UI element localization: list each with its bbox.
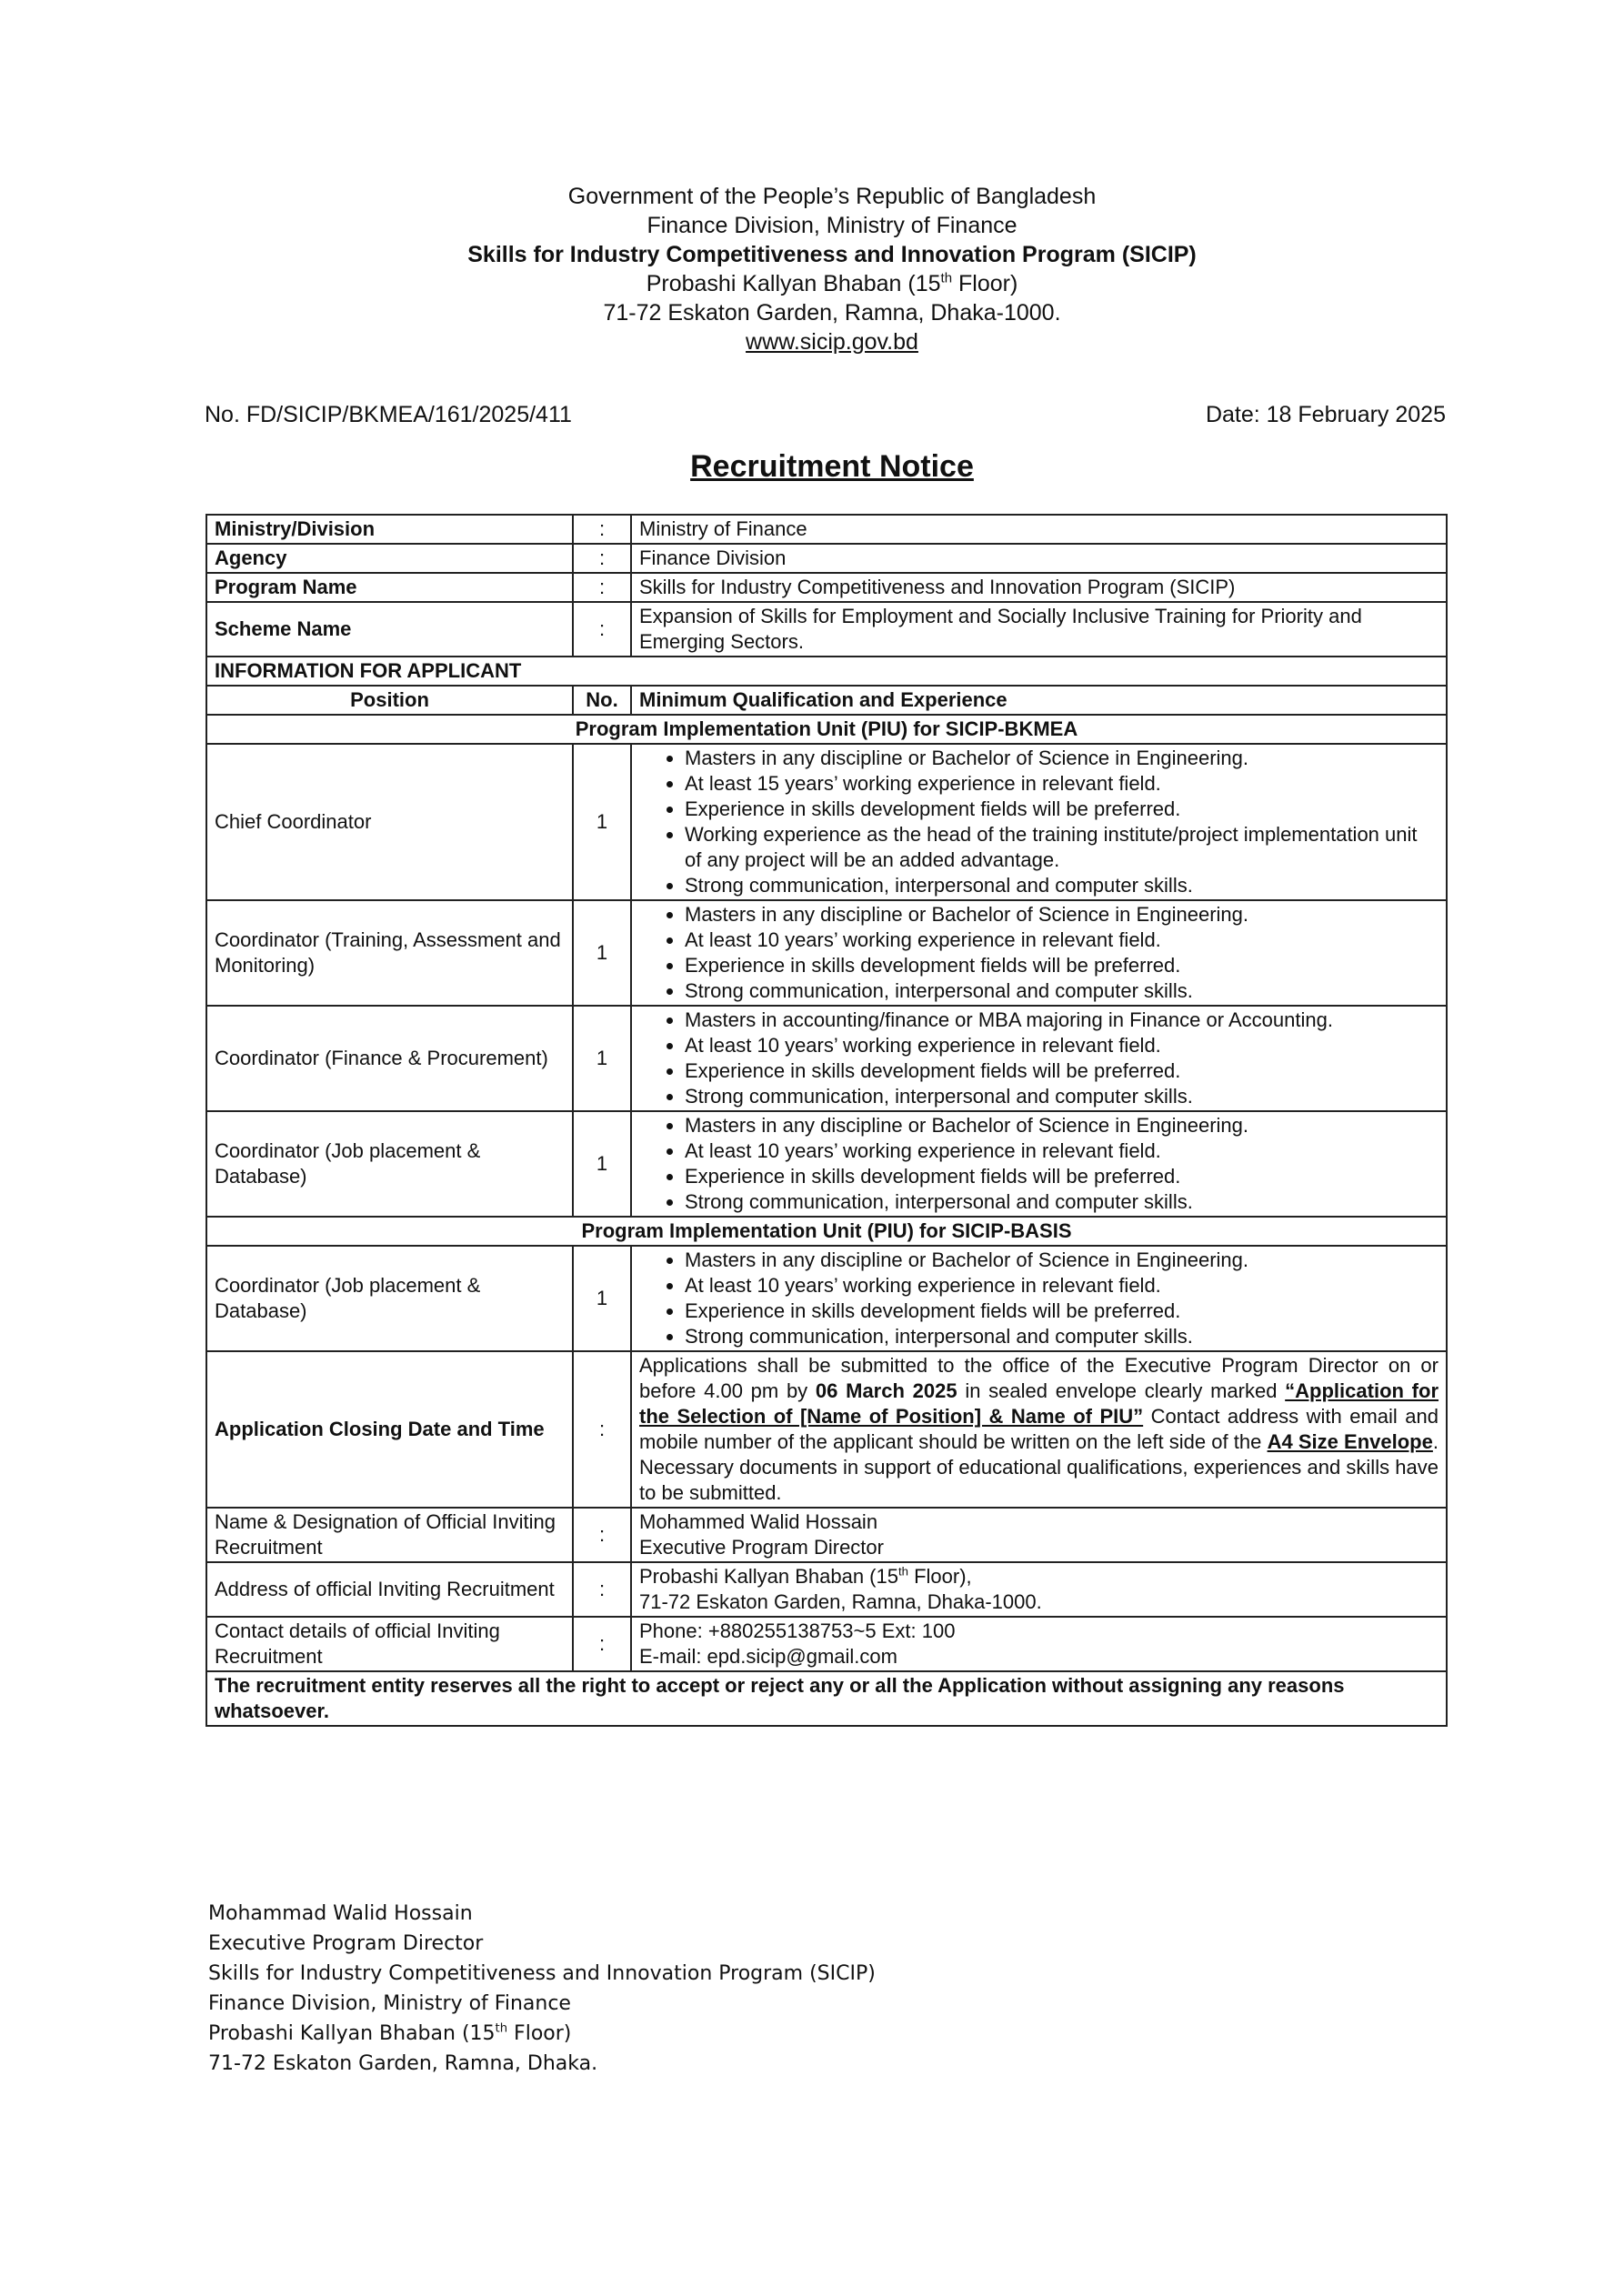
qualification-list <box>639 746 1439 898</box>
column-header-qualification: Minimum Qualification and Experience <box>631 686 1447 715</box>
info-value: Skills for Industry Competitiveness and Innovation Program (SICIP) <box>631 573 1447 602</box>
page-title: Recruitment Notice <box>690 449 974 484</box>
signatory-name: Mohammad Walid Hossain <box>208 1902 473 1925</box>
list-item: • At least 10 years’ working experience in relevant field. <box>685 1138 1439 1164</box>
unit-header-row <box>206 1217 1447 1246</box>
signatory-address: 71-72 Eskaton Garden, Ramna, Dhaka. <box>208 2052 598 2075</box>
notice-date: Date: 18 February 2025 <box>1205 402 1446 427</box>
position-row <box>206 900 1447 1006</box>
envelope-marking: “Application for the Selection of [Name of Position] & Name of PIU” <box>639 1379 1439 1428</box>
list-item: • Experience in skills development fields will be preferred. <box>685 1164 1439 1189</box>
position-qualifications <box>631 1246 1447 1351</box>
unit-header: Program Implementation Unit (PIU) for SICIP-BASIS <box>206 1217 1447 1246</box>
table-row <box>206 602 1447 657</box>
table-row <box>206 1351 1447 1508</box>
position-title: Coordinator (Finance & Procurement) <box>206 1006 573 1111</box>
position-qualifications <box>631 1111 1447 1217</box>
government-line: Government of the People’s Republic of Bangladesh <box>567 184 1097 209</box>
closing-instructions: Applications shall be submitted to the office of the Executive Program Director on or before 4.00 pm by 06 March 2025 in sealed envelope clearly marked “Application for the Selection of [Name of Position] & Name of PIU” Contact address with email and mobile number of the applicant should be written on the left side of the A4 Size Envelope. Necessary documents in support of educational qualifications, experiences and skills have to be submitted. <box>631 1351 1447 1508</box>
position-row <box>206 744 1447 900</box>
position-row <box>206 1111 1447 1217</box>
colon: : <box>573 1508 631 1562</box>
list-item: • Masters in any discipline or Bachelor of Science in Engineering. <box>685 746 1439 771</box>
letterhead <box>0 182 1624 356</box>
qualification-list <box>639 1113 1439 1215</box>
colon: : <box>573 1351 631 1508</box>
position-count: 1 <box>573 744 631 900</box>
signatory-program: Skills for Industry Competitiveness and Innovation Program (SICIP) <box>208 1962 876 1985</box>
table-row <box>206 573 1447 602</box>
position-count: 1 <box>573 900 631 1006</box>
colon: : <box>573 602 631 657</box>
qualification-list <box>639 902 1439 1004</box>
recruitment-table <box>206 514 1448 1727</box>
list-item: • At least 15 years’ working experience in relevant field. <box>685 771 1439 797</box>
column-header-position: Position <box>206 686 573 715</box>
list-item: • At least 10 years’ working experience in relevant field. <box>685 1273 1439 1298</box>
list-item: • Experience in skills development fields will be preferred. <box>685 953 1439 978</box>
building-line: Probashi Kallyan Bhaban (15th Floor) <box>646 270 1018 296</box>
position-title: Chief Coordinator <box>206 744 573 900</box>
position-title: Coordinator (Training, Assessment and Monitoring) <box>206 900 573 1006</box>
list-item: • Working experience as the head of the training institute/project implementation unit of any project will be an added advantage. <box>685 822 1439 873</box>
list-item: • Experience in skills development fields will be preferred. <box>685 797 1439 822</box>
address-line: 71-72 Eskaton Garden, Ramna, Dhaka-1000. <box>603 300 1061 326</box>
disclaimer: The recruitment entity reserves all the right to accept or reject any or all the Application without assigning any reasons whatsoever. <box>206 1671 1447 1726</box>
list-item: • Experience in skills development fields will be preferred. <box>685 1058 1439 1084</box>
position-row <box>206 1006 1447 1111</box>
signatory-building: Probashi Kallyan Bhaban (15th Floor) <box>208 2021 572 2045</box>
table-row <box>206 1671 1447 1726</box>
position-qualifications <box>631 744 1447 900</box>
closing-date: 06 March 2025 <box>815 1379 957 1402</box>
position-qualifications <box>631 900 1447 1006</box>
applicant-heading: INFORMATION FOR APPLICANT <box>206 657 1447 686</box>
info-label: Scheme Name <box>206 602 573 657</box>
qualification-list <box>639 1248 1439 1349</box>
position-title: Coordinator (Job placement & Database) <box>206 1111 573 1217</box>
info-value: Finance Division <box>631 544 1447 573</box>
closing-label: Application Closing Date and Time <box>206 1351 573 1508</box>
colon: : <box>573 1617 631 1671</box>
position-title: Coordinator (Job placement & Database) <box>206 1246 573 1351</box>
info-label: Program Name <box>206 573 573 602</box>
website-link[interactable]: www.sicip.gov.bd <box>746 329 918 355</box>
position-row <box>206 1246 1447 1351</box>
colon: : <box>573 515 631 544</box>
list-item: • Strong communication, interpersonal and computer skills. <box>685 1324 1439 1349</box>
info-value: Ministry of Finance <box>631 515 1447 544</box>
list-item: • Strong communication, interpersonal and computer skills. <box>685 1084 1439 1109</box>
list-item: • Strong communication, interpersonal and computer skills. <box>685 978 1439 1004</box>
list-item: • Masters in any discipline or Bachelor of Science in Engineering. <box>685 1113 1439 1138</box>
list-item: • Masters in accounting/finance or MBA majoring in Finance or Accounting. <box>685 1008 1439 1033</box>
qualification-list <box>639 1008 1439 1109</box>
table-row <box>206 657 1447 686</box>
position-count: 1 <box>573 1111 631 1217</box>
official-name-label: Name & Designation of Official Inviting Recruitment <box>206 1508 573 1562</box>
official-address: Probashi Kallyan Bhaban (15th Floor), 71-72 Eskaton Garden, Ramna, Dhaka-1000. <box>631 1562 1447 1617</box>
reference-number: No. FD/SICIP/BKMEA/161/2025/411 <box>205 402 572 427</box>
list-item: • Experience in skills development fields will be preferred. <box>685 1298 1439 1324</box>
program-line: Skills for Industry Competitiveness and Innovation Program (SICIP) <box>467 242 1197 267</box>
list-item: • Strong communication, interpersonal and computer skills. <box>685 1189 1439 1215</box>
envelope-size: A4 Size Envelope <box>1267 1430 1433 1453</box>
position-count: 1 <box>573 1246 631 1351</box>
official-contact: Phone: +880255138753~5 Ext: 100 E-mail: epd.sicip@gmail.com <box>631 1617 1447 1671</box>
signature-block <box>208 1899 876 2079</box>
colon: : <box>573 1562 631 1617</box>
list-item: • At least 10 years’ working experience in relevant field. <box>685 927 1439 953</box>
unit-header: Program Implementation Unit (PIU) for SICIP-BKMEA <box>206 715 1447 744</box>
official-name: Mohammed Walid Hossain Executive Program Director <box>631 1508 1447 1562</box>
signatory-division: Finance Division, Ministry of Finance <box>208 1992 571 2015</box>
division-line: Finance Division, Ministry of Finance <box>647 213 1018 238</box>
table-row <box>206 515 1447 544</box>
list-item: • At least 10 years’ working experience in relevant field. <box>685 1033 1439 1058</box>
info-label: Agency <box>206 544 573 573</box>
official-address-label: Address of official Inviting Recruitment <box>206 1562 573 1617</box>
signatory-designation: Executive Program Director <box>208 1932 484 1955</box>
list-item: • Masters in any discipline or Bachelor of Science in Engineering. <box>685 1248 1439 1273</box>
table-row <box>206 1617 1447 1671</box>
official-contact-label: Contact details of official Inviting Recruitment <box>206 1617 573 1671</box>
position-count: 1 <box>573 1006 631 1111</box>
column-header-row <box>206 686 1447 715</box>
list-item: • Strong communication, interpersonal and computer skills. <box>685 873 1439 898</box>
info-value: Expansion of Skills for Employment and Socially Inclusive Training for Priority and Emerging Sectors. <box>631 602 1447 657</box>
info-label: Ministry/Division <box>206 515 573 544</box>
unit-header-row <box>206 715 1447 744</box>
list-item: • Masters in any discipline or Bachelor of Science in Engineering. <box>685 902 1439 927</box>
position-qualifications <box>631 1006 1447 1111</box>
email-link[interactable]: E-mail: epd.sicip@gmail.com <box>639 1645 897 1668</box>
table-row <box>206 1508 1447 1562</box>
table-row <box>206 544 1447 573</box>
column-header-no: No. <box>573 686 631 715</box>
colon: : <box>573 544 631 573</box>
reference-line <box>205 402 1446 428</box>
table-row <box>206 1562 1447 1617</box>
colon: : <box>573 573 631 602</box>
